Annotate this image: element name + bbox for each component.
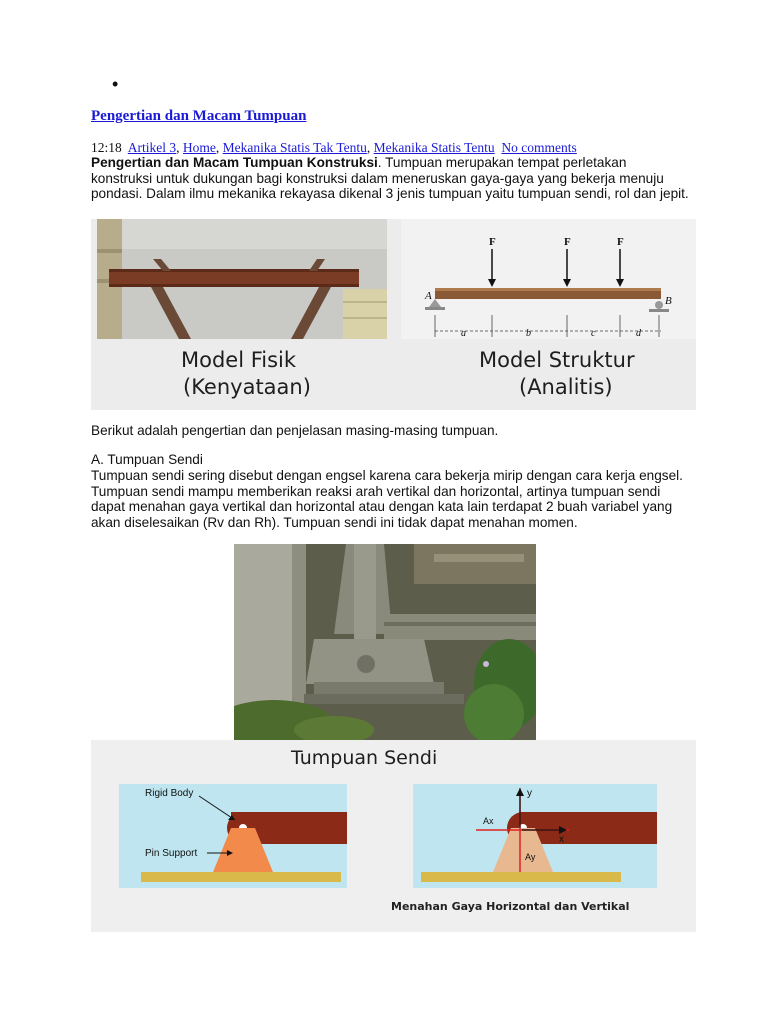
- dim-a-label: a: [461, 328, 466, 339]
- pin-support-label: Pin Support: [145, 848, 198, 859]
- point-b-label: B: [665, 295, 672, 307]
- caption-analitis: (Analitis): [519, 375, 613, 399]
- caption-kenyataan: (Kenyataan): [183, 375, 311, 399]
- y-axis-label: y: [527, 788, 532, 799]
- ay-label: Ay: [525, 852, 536, 862]
- section-a-heading: A. Tumpuan Sendi: [91, 452, 203, 467]
- diagram-beam-model: [401, 219, 696, 339]
- photo-pin-support: [234, 544, 536, 740]
- label-link-statis-tentu[interactable]: Mekanika Statis Tentu: [373, 140, 495, 155]
- post-meta: 12:18 Artikel 3, Home, Mekanika Statis Tak Tentu, Mekanika Statis Tentu No comments: [91, 140, 577, 155]
- intro-bold: Pengertian dan Macam Tumpuan Konstruksi: [91, 155, 378, 170]
- photo-steel-beam: [97, 219, 387, 339]
- comments-link[interactable]: No comments: [501, 140, 577, 155]
- x-axis-label: x: [559, 834, 564, 845]
- next-intro: Berikut adalah pengertian dan penjelasan masing-masing tumpuan.: [91, 423, 499, 438]
- ax-label: Ax: [483, 816, 494, 826]
- figure3-title: Tumpuan Sendi: [291, 747, 438, 769]
- force-label-2: F: [564, 236, 571, 248]
- label-link-artikel-3[interactable]: Artikel 3: [127, 140, 177, 155]
- caption-model-fisik: Model Fisik: [181, 348, 297, 372]
- panel-reaction-forces: [413, 784, 657, 888]
- dim-c-label: c: [591, 328, 596, 339]
- label-link-home[interactable]: Home: [182, 140, 216, 155]
- label-link-statis-tak-tentu[interactable]: Mekanika Statis Tak Tentu: [222, 140, 367, 155]
- section-a-text: Tumpuan sendi sering disebut dengan engsel karena cara bekerja mirip dengan cara kerja engsel. Tumpuan sendi mampu memberikan reaksi arah vertikal dan horizontal, artinya tumpuan sendi dapat menahan gaya vertikal dan horizontal atau dengan kata lain terdapat 2 buah variabel yang akan diselesaikan (Rv dan Rh). Tumpuan sendi ini tidak dapat menahan momen.: [91, 468, 683, 530]
- figure-model-fisik-struktur: [91, 219, 696, 410]
- force-label-3: F: [617, 236, 624, 248]
- post-title[interactable]: Pengertian dan Macam Tumpuan: [91, 108, 307, 124]
- dim-b-label: b: [526, 328, 531, 339]
- intro-paragraph: [91, 155, 691, 202]
- rigid-body-label: Rigid Body: [145, 788, 194, 799]
- point-a-label: A: [425, 290, 432, 302]
- intro-text: . Tumpuan merupakan tempat perletakan konstruksi untuk dukungan bagi konstruksi dalam meneruskan gaya-gaya yang bekerja menuju pondasi. Dalam ilmu mekanika rekayasa dikenal 3 jenis tumpuan yaitu tumpuan sendi, rol dan jepit.: [91, 155, 689, 201]
- figure3-caption: Menahan Gaya Horizontal dan Vertikal: [391, 900, 630, 913]
- figure-tumpuan-sendi: [91, 740, 696, 932]
- list-bullet: •: [112, 74, 119, 94]
- panel-pin-support: [119, 784, 347, 888]
- post-time: 12:18: [91, 140, 122, 155]
- caption-model-struktur: Model Struktur: [479, 348, 635, 372]
- force-label-1: F: [489, 236, 496, 248]
- dim-d-label: d: [636, 328, 641, 339]
